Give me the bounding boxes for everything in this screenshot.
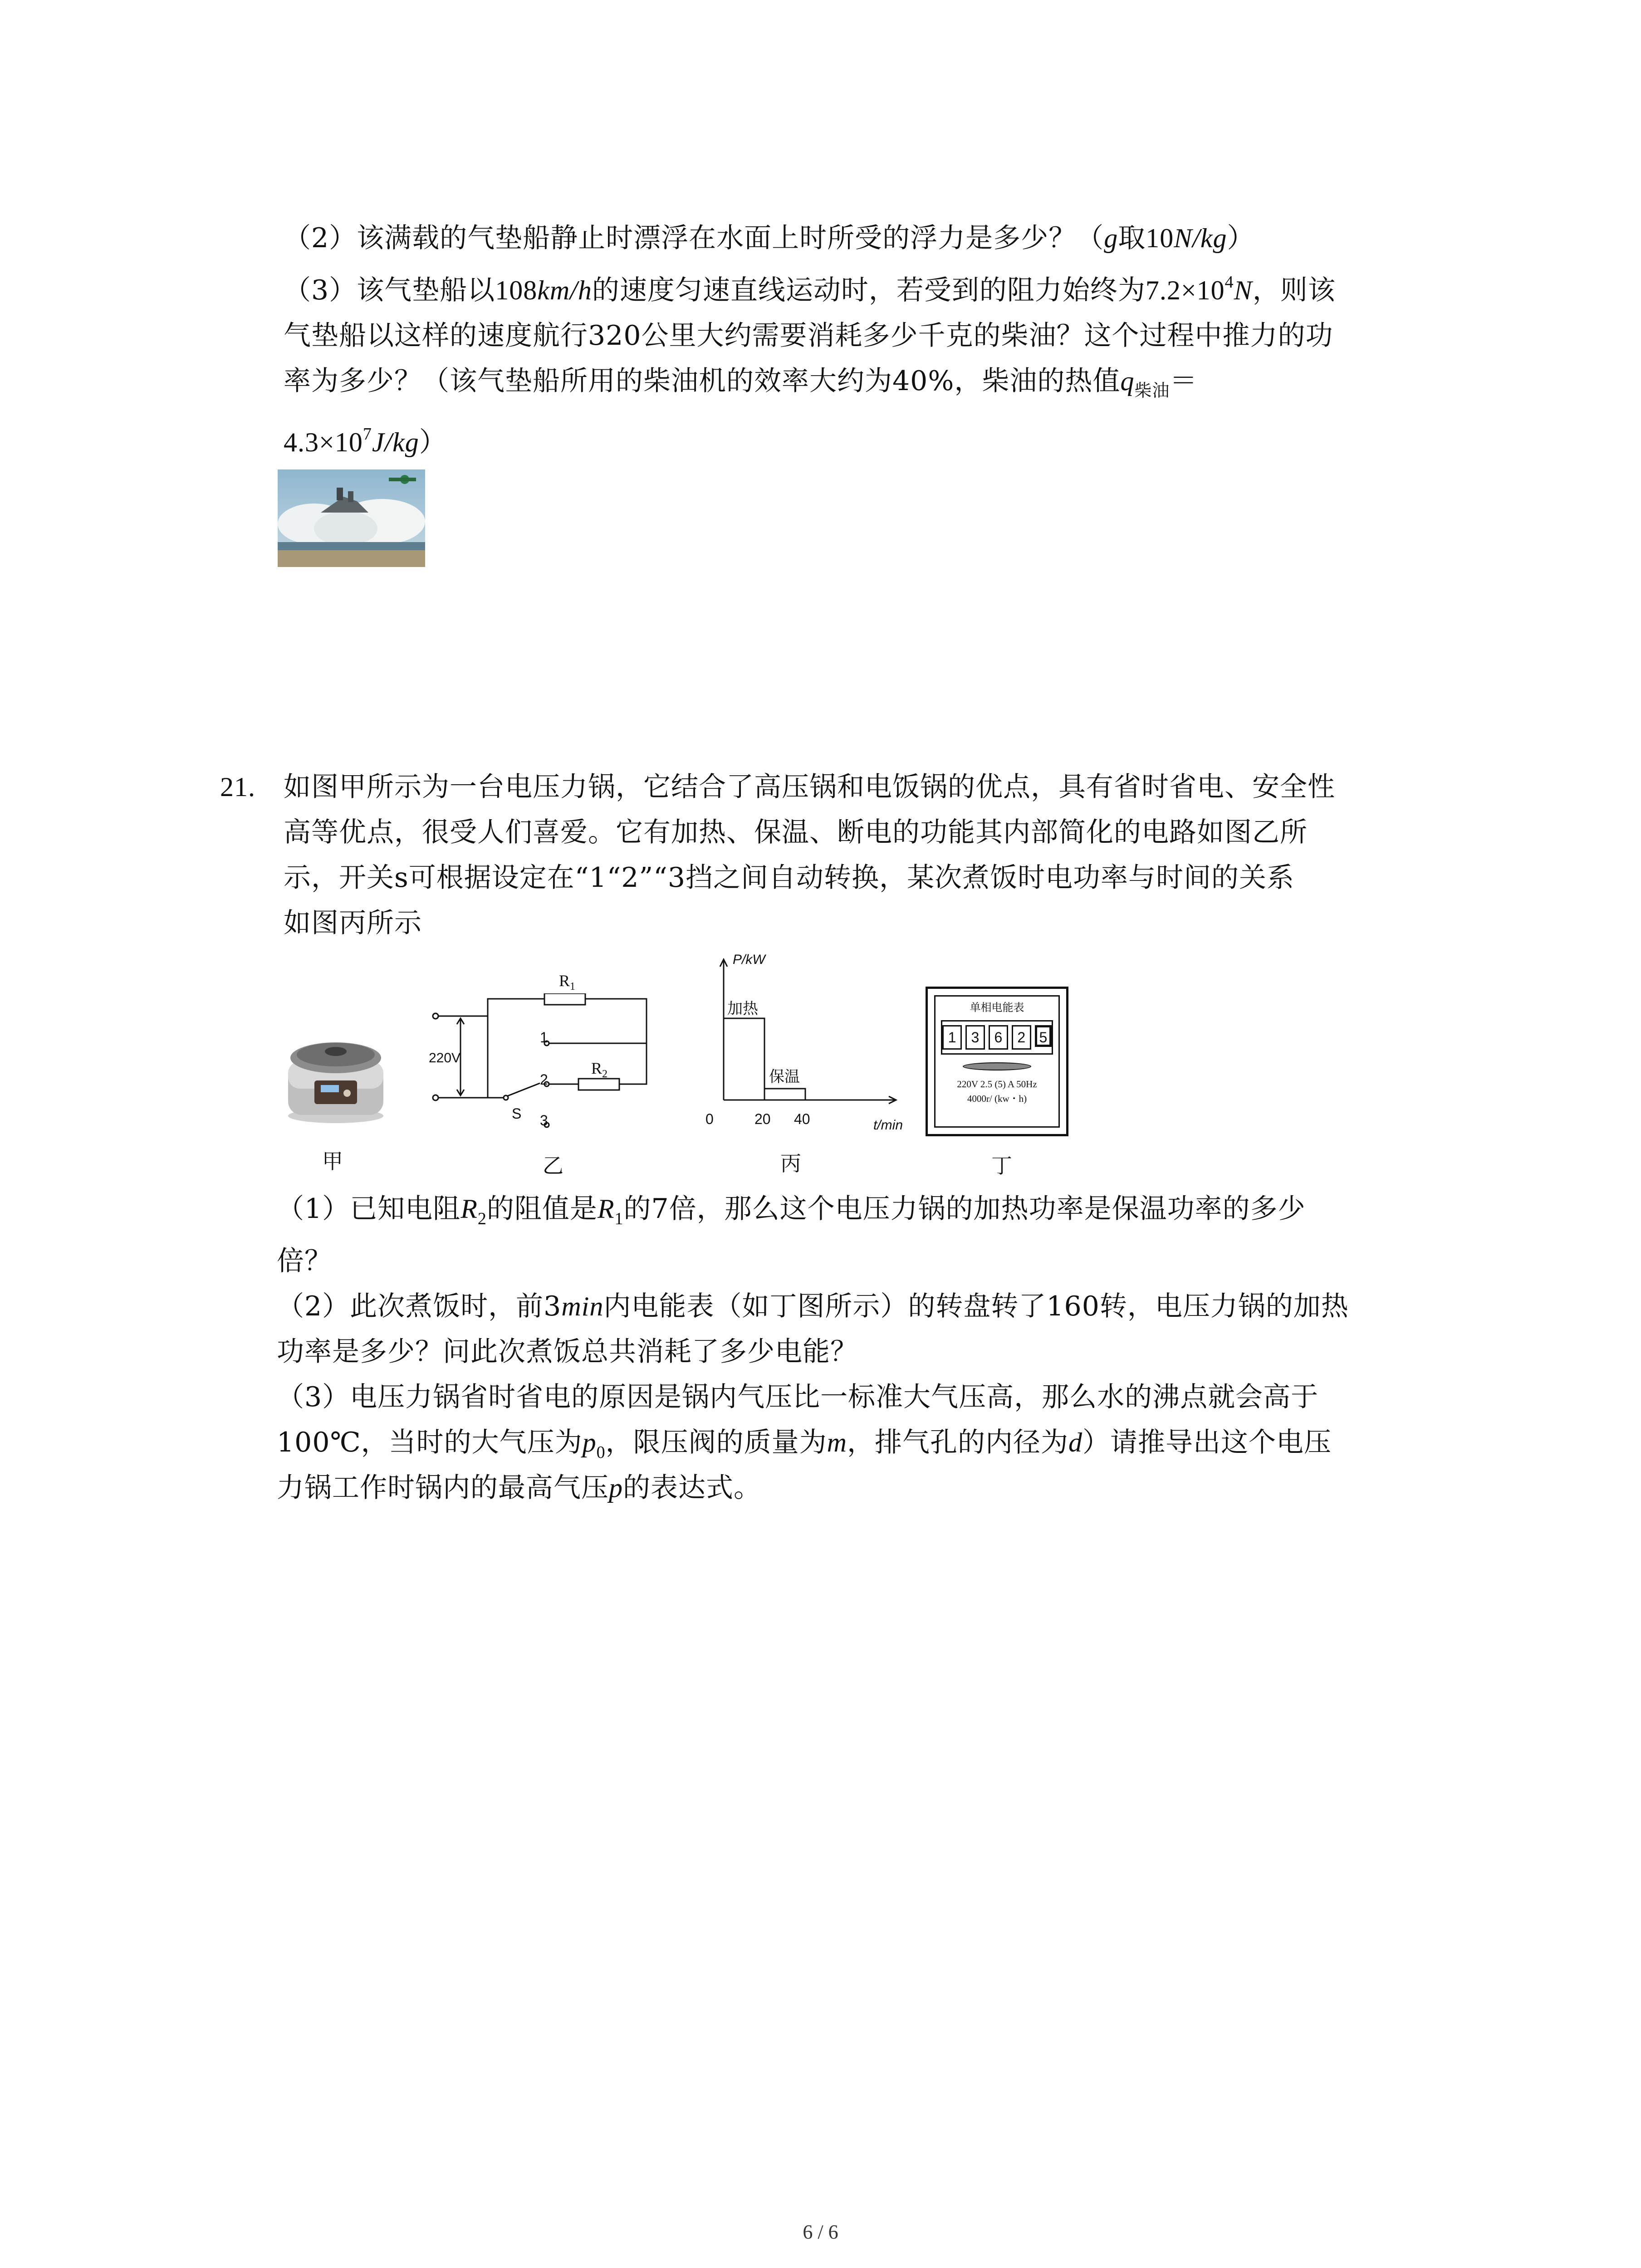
q20-part3-line1: （3）该气垫船以108km/h的速度匀速直线运动时，若受到的阻力始终为$7.2\times 10^4N$，则该 (284, 273, 1336, 306)
meter-spec-2: 4000r/ (kw・h) (967, 1093, 1027, 1104)
circuit-switch-label: S (512, 1105, 522, 1122)
fig-caption-bing: 丙 (780, 1151, 801, 1176)
graph-origin-label: 0 (705, 1111, 714, 1127)
meter-digit: 2 (1012, 1025, 1031, 1050)
graph-tick-20: 20 (754, 1111, 771, 1127)
meter-spec-1: 220V 2.5 (5) A 50Hz (957, 1079, 1037, 1090)
graph-y-label: P/kW (733, 952, 765, 967)
meter-inner-frame (934, 995, 1060, 1128)
meter-display (941, 1020, 1053, 1055)
power-time-graph (701, 950, 910, 1136)
q21-sub2-line2: 功率是多少？问此次煮饭总共消耗了多少电能？ (277, 1336, 858, 1368)
circuit-contact-2: 2 (540, 1071, 548, 1088)
q20-part3-line2: 气垫船以这样的速度航行320公里大约需要消耗多少千克的柴油？这个过程中推力的功 (284, 320, 1333, 352)
meter-title: 单相电能表 (970, 1001, 1024, 1014)
circuit-bottom-wire (438, 1095, 488, 1100)
q20-part3-line4: $4.3\times 10^7J/kg$） (284, 425, 447, 458)
q21-sub1-line1: （1）已知电阻$R_2$的阻值是$R_1$的7倍，那么这个电压力锅的加热功率是保温功率的多少 (277, 1193, 1306, 1228)
meter-digit: 6 (989, 1025, 1008, 1050)
electricity-meter (926, 987, 1068, 1136)
meter-rotating-disc (963, 1062, 1031, 1070)
q21-stem-line3: 示，开关s可根据设定在“1“2”“3挡之间自动转换，某次煮饭时电功率与时间的关系 (284, 862, 1295, 894)
graph-tick-40: 40 (794, 1111, 810, 1127)
fig-caption-ding: 丁 (991, 1154, 1012, 1178)
meter-digits (942, 1022, 1052, 1050)
q21-sub3-line2: 100℃，当时的大气压为$p_0$，限压阀的质量为m，排气孔的内径为d）请推导出这个电压 (277, 1427, 1332, 1462)
graph-keepwarm-line (764, 1089, 805, 1100)
circuit-contact-1: 1 (540, 1029, 548, 1046)
q21-sub3-line1: （3）电压力锅省时省电的原因是锅内气压比一标准大气压高，那么水的沸点就会高于 (277, 1381, 1319, 1413)
q20-part3-line3: 率为多少？（该气垫船所用的柴油机的效率大约为40%，柴油的热值$q_{柴油}=$ (284, 365, 1198, 401)
graph-heating-label: 加热 (727, 1000, 758, 1017)
graph-heating-line (724, 1018, 764, 1100)
meter-digit: 1 (942, 1025, 962, 1050)
fig-caption-jia: 甲 (322, 1149, 343, 1173)
q21-sub3-line3: 力锅工作时锅内的最高气压p的表达式。 (277, 1472, 761, 1504)
graph-keepwarm-label: 保温 (769, 1068, 800, 1085)
q21-stem-line1: 如图甲所示为一台电压力锅，它结合了高压锅和电饭锅的优点，具有省时省电、安全性 (284, 771, 1335, 803)
meter-digit: 3 (965, 1025, 985, 1050)
circuit-diagram (424, 993, 651, 1143)
circuit-r1-label: $R_1$ (559, 972, 576, 992)
q21-sub2-line1: （2）此次煮饭时，前3min内电能表（如丁图所示）的转盘转了160转，电压力锅的加热 (277, 1290, 1349, 1322)
graph-x-label: t/min (873, 1118, 903, 1133)
hovercraft-photo (278, 469, 425, 567)
circuit-contact-3: 3 (540, 1112, 548, 1129)
meter-digit: 5 (1035, 1025, 1052, 1047)
q21-stem-line2: 高等优点，很受人们喜爱。它有加热、保温、断电的功能其内部简化的电路如图乙所 (284, 816, 1308, 848)
page-number: 6 / 6 (803, 2221, 838, 2243)
q21-sub1-line2: 倍？ (277, 1245, 332, 1277)
q21-stem-line4: 如图丙所示 (284, 907, 422, 939)
q20-part2: （2）该满载的气垫船静止时漂浮在水面上时所受的浮力是多少？（g取10N/kg） (284, 222, 1255, 254)
circuit-r2-label: $R_2$ (591, 1059, 608, 1080)
q21-number: 21. (220, 772, 255, 802)
circuit-voltage-label: 220V (429, 1051, 461, 1066)
fig-caption-yi: 乙 (543, 1154, 563, 1178)
pressure-cooker-photo (279, 1030, 392, 1125)
